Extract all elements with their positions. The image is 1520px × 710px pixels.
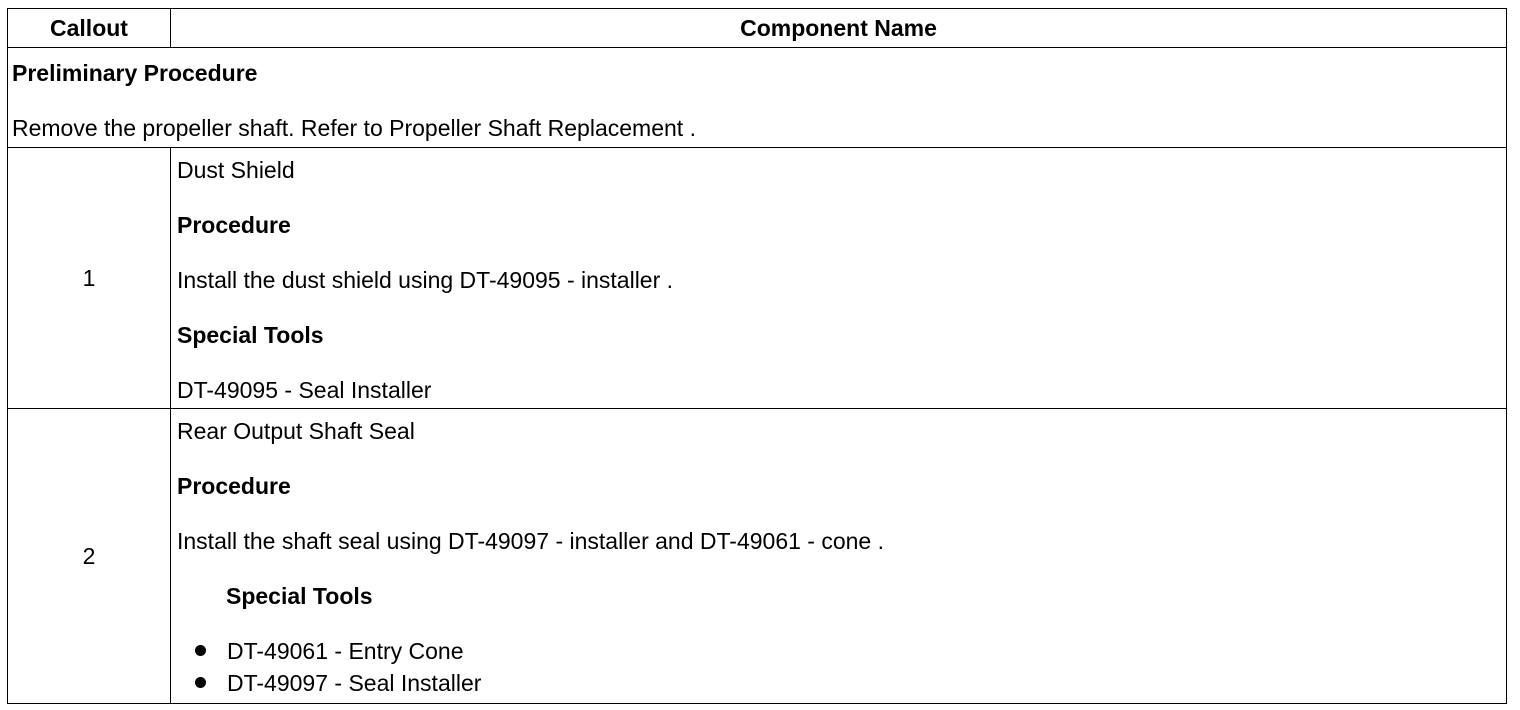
procedure-heading: Procedure — [177, 473, 291, 499]
header-callout: Callout — [8, 9, 171, 48]
header-component-name: Component Name — [171, 9, 1507, 48]
callout-number: 2 — [8, 409, 171, 704]
header-row — [8, 9, 1507, 48]
component-cell — [171, 148, 1507, 409]
procedure-heading: Procedure — [177, 212, 291, 238]
special-tool-item: DT-49095 - Seal Installer — [177, 377, 432, 403]
component-cell — [171, 409, 1507, 704]
preliminary-heading: Preliminary Procedure — [12, 60, 258, 86]
table-row — [8, 409, 1507, 704]
preliminary-text: Remove the propeller shaft. Refer to Propeller Shaft Replacement . — [12, 115, 696, 141]
procedure-text: Install the dust shield using DT-49095 - installer . — [177, 267, 674, 293]
special-tools-heading: Special Tools — [177, 322, 324, 348]
callout-number: 1 — [8, 148, 171, 409]
bullet-icon — [195, 645, 206, 656]
component-table — [7, 8, 1507, 704]
bullet-icon — [195, 677, 206, 688]
procedure-text: Install the shaft seal using DT-49097 - installer and DT-49061 - cone . — [177, 528, 885, 554]
special-tool-item: DT-49061 - Entry Cone — [227, 638, 464, 664]
preliminary-row — [8, 48, 1507, 148]
component-name: Dust Shield — [177, 157, 295, 183]
special-tool-item: DT-49097 - Seal Installer — [227, 670, 482, 696]
table-row — [8, 148, 1507, 409]
component-name: Rear Output Shaft Seal — [177, 418, 415, 444]
special-tools-heading: Special Tools — [226, 583, 373, 609]
preliminary-cell — [8, 48, 1507, 148]
